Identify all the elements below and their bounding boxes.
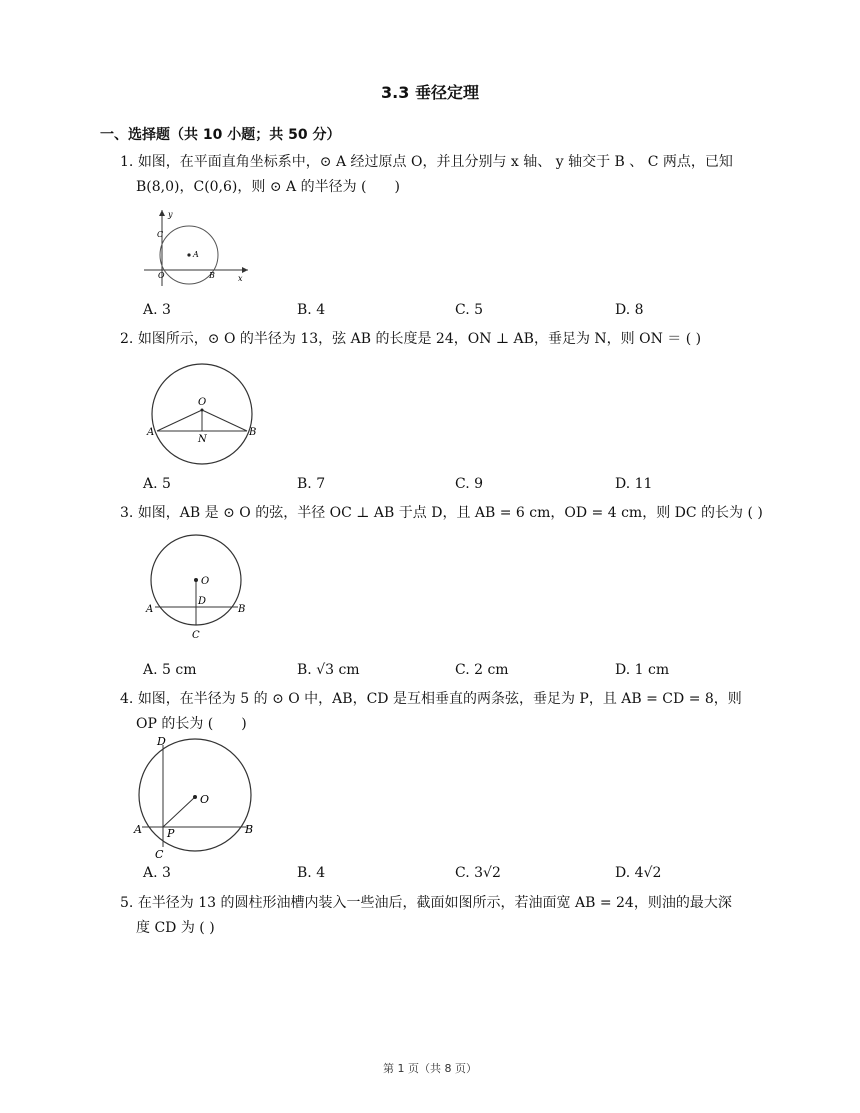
option-d[interactable]: D. 8 [615,302,644,318]
section-heading: 一、选择题（共 10 小题；共 50 分） [100,127,341,143]
label-D: D [157,735,166,748]
question-1 [120,150,770,200]
option-c[interactable]: C. 3√2 [455,865,501,881]
question-text: 如图，在半径为 5 的 ⊙ O 中，AB，CD 是互相垂直的两条弦，垂足为 P，且 AB = CD = 8，则 [137,691,742,707]
label-P: P [167,827,175,840]
label-B: B [209,271,215,280]
options-q2 [143,476,763,496]
label-x: x [238,274,243,283]
figure-q3 [143,534,253,642]
label-A: A [146,604,154,615]
option-a[interactable]: A. 5 [143,476,171,492]
question-5 [120,891,770,941]
figure-q1 [140,206,255,288]
options-q3 [143,662,763,682]
label-y: y [168,210,173,219]
question-number: 3. [120,505,134,521]
option-b[interactable]: B. 7 [297,476,326,492]
label-O: O [158,271,165,280]
label-B: B [245,823,254,836]
label-C: C [192,630,200,641]
question-number: 5. [120,895,134,911]
option-c[interactable]: C. 9 [455,476,484,492]
question-number: 4. [120,691,134,707]
label-O: O [198,397,207,408]
question-4 [120,687,770,737]
question-text: 如图，AB 是 ⊙ O 的弦，半径 OC ⊥ AB 于点 D，且 AB = 6 cm，OD = 4 cm，则 DC 的长为 ( ) [137,505,763,521]
page-footer: 第 1 页（共 8 页） [383,1062,477,1075]
option-c[interactable]: C. 5 [455,302,484,318]
figure-q2 [145,360,263,468]
option-a[interactable]: A. 3 [143,865,171,881]
question-2 [120,327,770,352]
label-C: C [155,848,164,861]
option-d[interactable]: D. 11 [615,476,653,492]
label-N: N [198,434,207,445]
option-b[interactable]: B. √3 cm [297,662,360,678]
question-text-continued: 度 CD 为 ( ) [136,920,215,936]
label-B: B [238,604,246,615]
option-b[interactable]: B. 4 [297,865,326,881]
label-A: A [134,823,142,836]
question-3 [120,501,770,526]
question-text-continued: B(8,0)，C(0,6)，则 ⊙ A 的半径为 ( ) [136,179,400,195]
option-b[interactable]: B. 4 [297,302,326,318]
label-D: D [198,596,207,607]
label-A: A [147,427,155,438]
label-C: C [157,230,164,239]
options-q1 [143,302,763,322]
page-title: 3.3 垂径定理 [381,83,479,102]
option-a[interactable]: A. 5 cm [143,662,197,678]
label-B: B [249,427,257,438]
options-q4 [143,865,763,885]
question-text: 如图所示，⊙ O 的半径为 13，弦 AB 的长度是 24，ON ⊥ AB，垂足为 N，则 ON ＝ ( ) [137,331,702,347]
option-d[interactable]: D. 1 cm [615,662,670,678]
question-number: 2. [120,331,134,347]
option-a[interactable]: A. 3 [143,302,171,318]
option-c[interactable]: C. 2 cm [455,662,509,678]
option-d[interactable]: D. 4√2 [615,865,662,881]
label-O: O [200,793,210,806]
question-text-continued: OP 的长为 ( ) [136,716,247,732]
question-text: 如图，在平面直角坐标系中，⊙ A 经过原点 O，并且分别与 x 轴、 y 轴交于 B 、 C 两点，已知 [137,154,733,170]
question-number: 1. [120,154,134,170]
label-O: O [201,576,210,587]
label-A: A [193,250,199,259]
question-text: 在半径为 13 的圆柱形油槽内装入一些油后，截面如图所示，若油面宽 AB = 24，则油的最大深 [137,895,732,911]
figure-q4 [133,733,261,861]
